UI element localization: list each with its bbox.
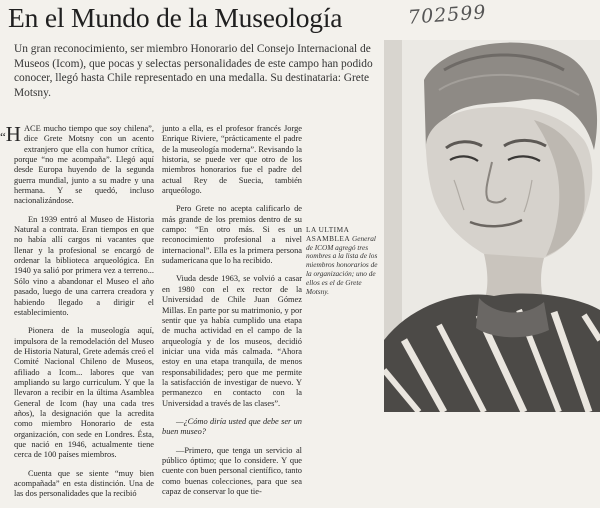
paragraph: Pionera de la museología aquí, impulsora de la remodelación del Museo de Historia Natural, Grete además creó el Comité Nacional Chileno de Museos, afiliado a Icom... labores que van ampliando su largo curriculum. Y que la llevaron a recibir en la última Asamblea General de Icom (hay una cada tres años), la designación que la acredita como miembro Honorario de esta organización, con sede en Londres. Ésta, que nació en 1946, actualmente tiene cerca de 100 países miembros. <box>14 326 154 460</box>
article-column-1 <box>0 122 154 508</box>
paragraph: “H ACE mucho tiempo que soy chilena”, dice Grete Motsny con un acento extranjero que ella con humor crítica, porque “no me acompaña”. Llegó aquí desde Europa huyendo de la segunda guerra mundial, junto a su madre y una hermana. Y se quedó, incluso nacionalizándose. <box>0 122 154 206</box>
portrait-illustration <box>384 40 600 412</box>
portrait-photo <box>384 40 600 412</box>
paragraph: Viuda desde 1963, se volvió a casar en 1980 con el ex rector de la Universidad de Chile Juan Gómez Millas. En parte por su matrimonio, y por sentir que ya había cumplido una etapa de mucha actividad en el campo de la arqueología y de los museos, decidió iniciar una vida más calmada. “Ahora estoy en una etapa tranquila, de menos responsabilidades; pero que me permite la satisfacción de investigar de nuevo. Y permanezco en contacto con la Universidad a través de las clases”. <box>162 274 302 408</box>
drop-cap: “H <box>0 122 21 146</box>
paragraph: Pero Grete no acepta calificarlo de más grande de los premios dentro de su campo: “En otro más. Si es un reconocimiento profesional a nivel internacional”. Ella es la primera persona sudamericana que lo ha recibido. <box>162 204 302 266</box>
catalog-number: 702599 <box>407 1 488 29</box>
caption-text: General de ICOM agregó tres nombres a la lista de los miembros honorarios de la organización; uno de ellos es el de Grete Motsny. <box>306 233 378 296</box>
caption-head: LA ULTIMA ASAMBLEA <box>306 225 351 243</box>
article-lead: Un gran reconocimiento, ser miembro Honorario del Consejo Internacional de Museos (Icom), que pocas y selectas personalidades de este campo han podido conocer, llegó hasta Chile representado en una medalla. Su destinataria: Grete Motsny. <box>14 43 373 99</box>
article-headline: En el Mundo de la Museología <box>8 2 343 33</box>
article-column-2 <box>162 124 302 505</box>
paragraph: En 1939 entró al Museo de Historia Natural a contrata. Eran tiempos en que no había allí cargos ni vacantes que llenar y la profesional se encargó de ordenar la biblioteca arqueológica. En 1940 ya salió por primera vez a terreno... Sólo vino a abandonar el Museo el año pasado, luego de una carrera creadora y habiendo llegado a dirigir el establecimiento. <box>14 214 154 317</box>
paragraph: junto a ella, es el profesor francés Jorge Enrique Riviere, “prácticamente el padre de la museología moderna”. Revisando la historia, se puede ver que otro de los miembros honorarios fue el padre del actual Rey de Suecia, también arqueólogo. <box>162 124 302 196</box>
photo-caption <box>306 226 378 296</box>
paragraph: —Primero, que tenga un servicio al público óptimo; que lo considere. Y que cuente con buen personal científico, tanto como buenas colecciones, para que sea capaz de conservar lo que tie- <box>162 445 302 496</box>
question: —¿Cómo diría usted que debe ser un buen museo? <box>162 416 302 437</box>
paragraph: Cuenta que se siente “muy bien acompañada” en esta distinción. Una de las dos personalidades que la recibió <box>14 468 154 499</box>
